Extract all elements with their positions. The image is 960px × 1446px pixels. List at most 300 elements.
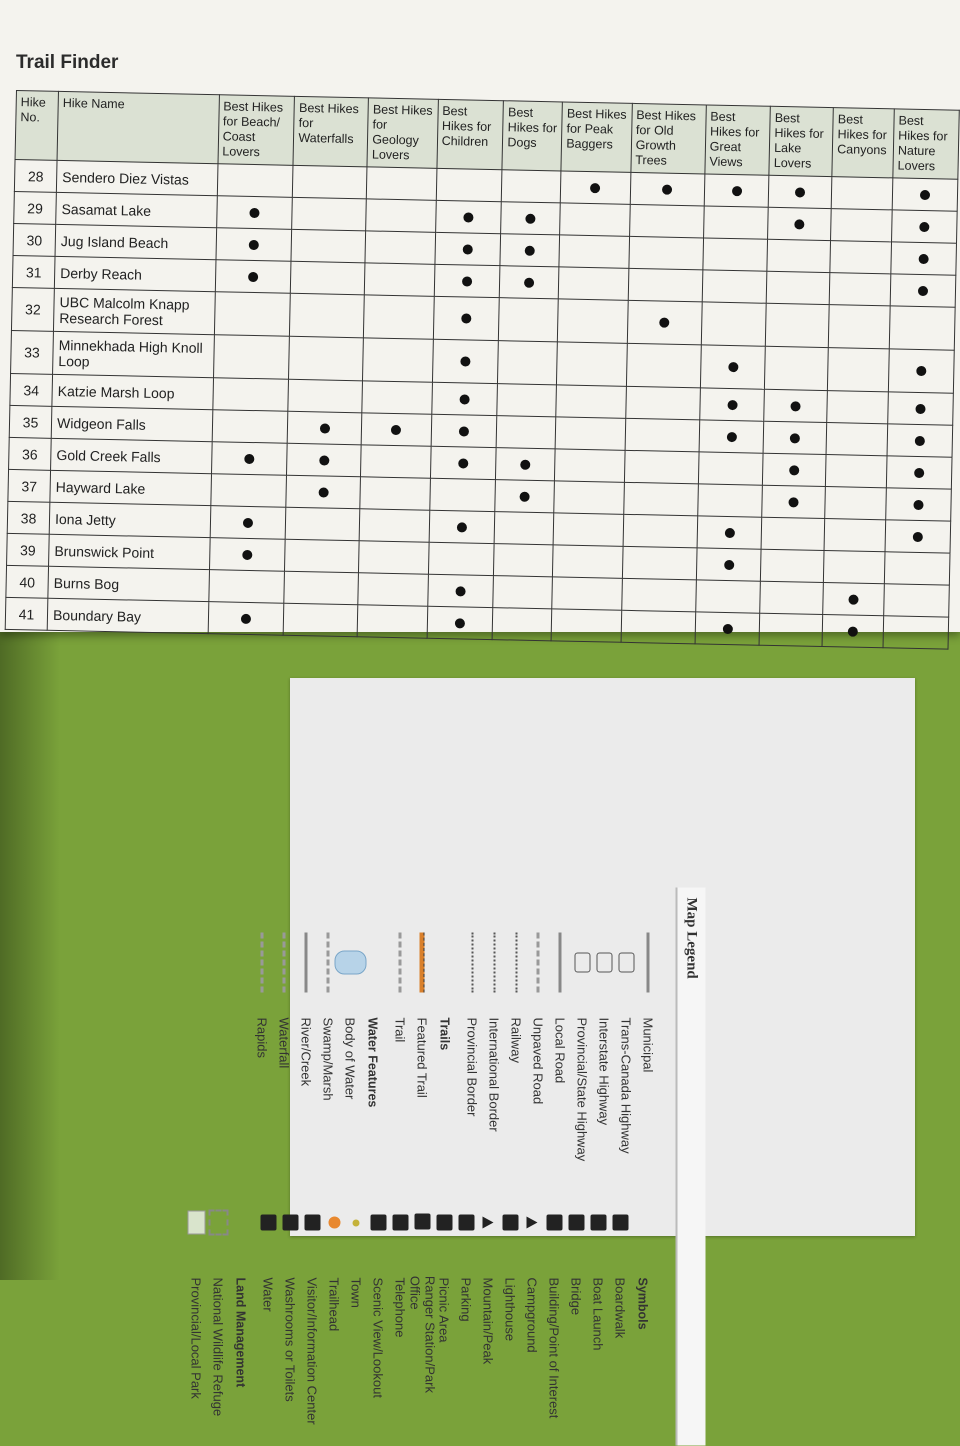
category-cell (829, 273, 890, 306)
hike-number: 29 (14, 191, 57, 224)
category-cell (367, 167, 437, 200)
category-cell (761, 517, 825, 550)
legend-item (528, 918, 550, 1168)
legend-item (638, 918, 660, 1168)
category-cell (493, 576, 553, 609)
category-cell (291, 229, 366, 263)
bullet-mark (920, 189, 930, 199)
legend-section-heading: Trails (437, 1017, 452, 1051)
category-cell (768, 175, 832, 208)
legend-symbol-icon (327, 1178, 343, 1268)
category-cell (212, 378, 288, 412)
category-cell (703, 238, 768, 271)
category-cell (435, 232, 501, 265)
legend-item (368, 1178, 390, 1428)
bullet-mark (391, 424, 401, 434)
legend-item (258, 1178, 280, 1428)
category-cell (208, 602, 284, 636)
category-cell (359, 509, 429, 542)
legend-column-left (252, 918, 660, 1168)
bullet-mark (524, 277, 534, 287)
column-header-category: Best Hikes for Nature Lovers (893, 109, 959, 179)
category-cell (826, 455, 887, 488)
category-cell (498, 341, 558, 385)
category-cell (208, 570, 284, 604)
legend-label: Boat Launch (591, 1277, 606, 1351)
category-cell (291, 261, 366, 295)
legend-item (506, 918, 528, 1168)
hike-number: 39 (7, 533, 50, 566)
bullet-mark (456, 586, 466, 596)
bullet-mark (244, 453, 254, 463)
legend-symbol-icon (597, 918, 613, 1008)
bullet-mark (525, 245, 535, 255)
legend-symbol-icon (283, 1178, 299, 1268)
category-cell (830, 241, 891, 274)
legend-item (544, 1178, 566, 1428)
bullet-mark (789, 497, 799, 507)
category-cell (555, 449, 625, 482)
category-cell (493, 608, 553, 641)
legend-item (462, 918, 484, 1168)
map-legend-card (189, 678, 915, 1425)
category-cell (494, 544, 554, 577)
legend-symbol-icon (343, 918, 359, 1008)
category-cell (831, 209, 892, 242)
category-cell (621, 610, 696, 644)
trail-finder-table (5, 90, 960, 650)
column-header-category: Best Hikes for Beach/ Coast Lovers (218, 95, 295, 166)
legend-item (550, 918, 572, 1168)
category-cell (501, 202, 561, 235)
legend-symbol-icon (531, 918, 547, 1008)
legend-label: Lighthouse (503, 1277, 518, 1342)
category-cell (497, 416, 557, 449)
legend-section-heading: Land Management (233, 1277, 248, 1388)
category-cell (357, 605, 427, 638)
legend-symbol-icon (503, 1178, 519, 1268)
legend-label: Body of Water (343, 1017, 358, 1100)
category-cell (888, 349, 954, 393)
category-cell (286, 475, 361, 509)
bullet-mark (724, 559, 734, 569)
category-cell (698, 452, 763, 485)
category-cell (884, 552, 950, 585)
category-cell (560, 203, 630, 236)
legend-label: Bridge (569, 1277, 584, 1316)
category-cell (886, 456, 952, 489)
category-cell (892, 178, 958, 211)
legend-section-heading: Water Features (365, 1017, 380, 1108)
hike-number: 41 (5, 597, 48, 630)
bullet-mark (722, 623, 732, 633)
hike-name: Sasamat Lake (56, 192, 217, 227)
category-cell (695, 612, 760, 645)
bullet-mark (913, 499, 923, 509)
legend-label: Waterfall (277, 1017, 292, 1069)
legend-label: Picnic Area (437, 1277, 452, 1343)
legend-label: Trailhead (327, 1277, 342, 1332)
bullet-mark (249, 207, 259, 217)
bullet-mark (460, 356, 470, 366)
category-cell (210, 474, 286, 508)
legend-symbol-icon (465, 918, 481, 1008)
category-cell (700, 388, 765, 421)
category-cell (433, 296, 500, 340)
bullet-mark (242, 549, 252, 559)
legend-item (186, 1178, 208, 1428)
hike-name: Hayward Lake (50, 470, 211, 505)
legend-label: Railway (509, 1017, 524, 1064)
bullet-mark (319, 455, 329, 465)
category-cell (625, 386, 700, 420)
bullet-mark (590, 183, 600, 193)
category-cell (764, 389, 828, 422)
category-cell (359, 541, 429, 574)
bullet-mark (914, 467, 924, 477)
category-cell (826, 423, 887, 456)
category-cell (499, 298, 559, 342)
category-cell (623, 482, 698, 516)
category-cell (495, 480, 555, 513)
category-cell (761, 549, 825, 582)
column-header-category: Best Hikes for Peak Baggers (561, 102, 632, 172)
category-cell (886, 488, 952, 521)
legend-symbol-icon (641, 918, 657, 1008)
column-header-category: Best Hikes for Geology Lovers (367, 98, 438, 168)
category-cell (823, 583, 884, 616)
bullet-mark (659, 318, 669, 328)
bullet-mark (460, 394, 470, 404)
hike-number: 28 (14, 159, 57, 192)
legend-label: Building/Point of Interest (547, 1277, 562, 1419)
map-legend-title: Map Legend (676, 888, 706, 1446)
legend-item (412, 918, 434, 1168)
hike-number: 31 (12, 255, 55, 288)
legend-label: Rapids (255, 1017, 270, 1058)
legend-label: Trail (393, 1017, 408, 1043)
bullet-mark (915, 435, 925, 445)
category-cell (892, 210, 958, 243)
bullet-mark (724, 527, 734, 537)
legend-item (302, 1178, 324, 1428)
category-cell (551, 609, 621, 642)
category-cell (292, 197, 367, 231)
bullet-mark (461, 313, 471, 323)
legend-symbol-icon (575, 918, 591, 1008)
legend-label: Visitor/Information Center (305, 1277, 320, 1425)
category-cell (623, 514, 698, 548)
legend-symbol-icon (487, 918, 503, 1008)
hike-name: Katzie Marsh Loop (52, 374, 213, 409)
page-title: Trail Finder (16, 52, 119, 73)
legend-symbol-icon (591, 1178, 607, 1268)
column-header-hike-name: Hike Name (57, 91, 219, 163)
category-cell (831, 177, 892, 210)
category-cell (284, 603, 359, 637)
legend-symbol-icon (415, 918, 431, 1008)
legend-column-right (186, 1178, 660, 1428)
hike-name: Widgeon Falls (51, 406, 212, 441)
category-cell (555, 417, 625, 450)
category-cell (557, 342, 627, 386)
legend-symbol-icon (415, 1178, 431, 1266)
legend-label: Municipal (641, 1017, 656, 1073)
category-cell (287, 443, 362, 477)
bullet-mark (726, 431, 736, 441)
bullet-mark (318, 487, 328, 497)
category-cell (891, 242, 957, 275)
category-cell (626, 343, 701, 388)
category-cell (827, 391, 888, 424)
legend-label: Scenic View/Lookout (371, 1277, 386, 1398)
category-cell (766, 271, 830, 304)
category-cell (365, 263, 435, 296)
legend-label: Water (261, 1277, 276, 1312)
legend-symbol-icon (261, 1178, 277, 1268)
category-cell (702, 270, 767, 303)
legend-label: Ranger Station/Park Office (407, 1275, 438, 1393)
legend-label: International Border (487, 1017, 502, 1132)
legend-label: Featured Trail (415, 1017, 430, 1098)
category-cell (888, 392, 954, 425)
legend-label: Interstate Highway (597, 1017, 612, 1126)
legend-symbol-icon (525, 1178, 541, 1268)
hike-number: 30 (13, 223, 56, 256)
category-cell (553, 513, 623, 546)
category-cell (699, 420, 764, 453)
bullet-mark (526, 213, 536, 223)
category-cell (434, 264, 500, 297)
legend-item (252, 918, 274, 1168)
bullet-mark (789, 465, 799, 475)
bullet-mark (248, 271, 258, 281)
hike-name: Brunswick Point (49, 534, 210, 569)
legend-item (390, 918, 412, 1168)
bullet-mark (520, 491, 530, 501)
category-cell (431, 382, 497, 415)
book-page (0, 0, 960, 632)
hike-name: UBC Malcolm Knapp Research Forest (54, 288, 215, 334)
hike-name: Jug Island Beach (55, 224, 216, 259)
legend-label: Provincial Border (465, 1017, 480, 1117)
hike-name: Iona Jetty (49, 502, 210, 537)
category-cell (211, 442, 287, 476)
hike-number: 40 (6, 565, 49, 598)
legend-label: Local Road (553, 1017, 568, 1084)
hike-number: 33 (11, 330, 54, 374)
category-cell (630, 172, 705, 206)
legend-symbol-icon (553, 918, 569, 1008)
legend-symbol-icon (255, 918, 271, 1008)
category-cell (496, 448, 556, 481)
bullet-mark (463, 212, 473, 222)
category-cell (436, 168, 502, 201)
category-cell (697, 516, 762, 549)
category-cell (427, 574, 493, 607)
legend-item (500, 1178, 522, 1428)
hike-number: 38 (7, 501, 50, 534)
category-cell (828, 348, 890, 392)
category-cell (768, 207, 832, 240)
category-cell (889, 306, 955, 350)
category-cell (358, 573, 428, 606)
category-cell (435, 200, 501, 233)
category-cell (366, 199, 436, 232)
legend-symbol-icon (437, 1178, 453, 1268)
legend-item (572, 918, 594, 1168)
category-cell (824, 519, 885, 552)
hike-name: Burns Bog (48, 566, 209, 601)
category-cell (759, 613, 823, 646)
category-cell (884, 584, 950, 617)
hike-number: 37 (8, 469, 51, 502)
legend-item (478, 1178, 500, 1428)
legend-item (208, 1178, 230, 1428)
category-cell (285, 539, 360, 573)
legend-symbol-icon (509, 918, 525, 1008)
category-cell (629, 204, 704, 238)
bullet-mark (459, 426, 469, 436)
category-cell (704, 174, 769, 207)
category-cell (500, 266, 560, 299)
category-cell (210, 506, 286, 540)
category-cell (825, 487, 886, 520)
legend-label: Provincial/Local Park (189, 1277, 204, 1399)
category-cell (284, 571, 359, 605)
legend-item (566, 1178, 588, 1428)
map-legend-content (81, 888, 706, 1446)
category-cell (887, 424, 953, 457)
category-cell (552, 577, 622, 610)
category-cell (767, 239, 831, 272)
column-header-category: Best Hikes for Children (437, 99, 504, 169)
bullet-mark (662, 184, 672, 194)
category-cell (216, 196, 292, 230)
legend-symbol-icon (547, 1178, 563, 1268)
category-cell (559, 235, 629, 268)
category-cell (216, 228, 292, 262)
category-cell (763, 453, 827, 486)
category-cell (495, 512, 555, 545)
bullet-mark (916, 366, 926, 376)
legend-item (340, 918, 362, 1168)
bullet-mark (918, 285, 928, 295)
category-cell (429, 510, 495, 543)
legend-symbol-icon (305, 1178, 321, 1268)
category-cell (627, 300, 702, 345)
category-cell (701, 302, 766, 346)
legend-item (522, 1178, 544, 1428)
category-cell (622, 546, 697, 580)
legend-label: Telephone (393, 1277, 408, 1338)
category-cell (824, 551, 885, 584)
category-cell (766, 303, 830, 347)
category-cell (361, 413, 431, 446)
category-cell (293, 165, 368, 199)
legend-symbol-icon (277, 918, 293, 1008)
legend-label: Town (349, 1277, 364, 1308)
category-cell (360, 477, 430, 510)
legend-label: Mountain/Peak (481, 1277, 496, 1365)
category-cell (885, 520, 951, 553)
table-body (5, 159, 958, 649)
bullet-mark (790, 433, 800, 443)
category-cell (700, 345, 765, 389)
category-cell (500, 234, 560, 267)
legend-item (456, 1178, 478, 1428)
hike-number: 34 (10, 373, 53, 406)
legend-symbol-icon (619, 918, 635, 1008)
legend-item (346, 1178, 368, 1428)
category-cell (553, 545, 623, 578)
legend-symbol-icon (613, 1178, 629, 1268)
legend-item (594, 918, 616, 1168)
category-cell (289, 336, 364, 381)
legend-symbol-icon (371, 1178, 387, 1268)
category-cell (628, 268, 703, 302)
category-cell (554, 481, 624, 514)
category-cell (625, 418, 700, 452)
category-cell (760, 581, 824, 614)
column-header-category: Best Hikes for Old Growth Trees (631, 103, 707, 174)
category-cell (431, 414, 497, 447)
legend-label: Provincial/State Highway (575, 1017, 590, 1162)
legend-item (280, 1178, 302, 1428)
bullet-mark (463, 244, 473, 254)
category-cell (621, 578, 696, 612)
legend-symbol-icon (393, 1178, 409, 1268)
category-cell (822, 615, 883, 648)
bullet-mark (791, 401, 801, 411)
category-cell (217, 164, 293, 198)
legend-symbol-icon (349, 1178, 365, 1268)
legend-symbol-icon (189, 1178, 205, 1268)
category-cell (558, 299, 628, 343)
legend-label: Unpaved Road (531, 1017, 546, 1105)
category-cell (890, 274, 956, 307)
bullet-mark (458, 458, 468, 468)
legend-item (407, 1178, 438, 1428)
bullet-mark (243, 517, 253, 527)
legend-symbol-icon (459, 1178, 475, 1268)
legend-item (324, 1178, 346, 1428)
category-cell (762, 485, 826, 518)
bullet-mark (241, 613, 251, 623)
hike-name: Derby Reach (54, 256, 215, 291)
legend-item (484, 918, 506, 1168)
legend-symbol-icon (569, 1178, 585, 1268)
hike-name: Gold Creek Falls (51, 438, 212, 473)
column-header-category: Best Hikes for Waterfalls (293, 96, 368, 167)
legend-symbol-icon (321, 918, 337, 1008)
category-cell (286, 507, 361, 541)
hike-number: 35 (9, 405, 52, 438)
legend-label: Washrooms or Toilets (283, 1277, 298, 1402)
category-cell (427, 606, 493, 639)
legend-symbol-icon (393, 918, 409, 1008)
legend-item (616, 918, 638, 1168)
bullet-mark (795, 187, 805, 197)
legend-label: Swamp/Marsh (321, 1017, 336, 1101)
bullet-mark (249, 239, 259, 249)
column-header-category: Best Hikes for Dogs (502, 101, 562, 171)
category-cell (212, 410, 288, 444)
category-cell (365, 231, 435, 264)
category-cell (363, 338, 433, 382)
bullet-mark (521, 459, 531, 469)
category-cell (763, 421, 827, 454)
